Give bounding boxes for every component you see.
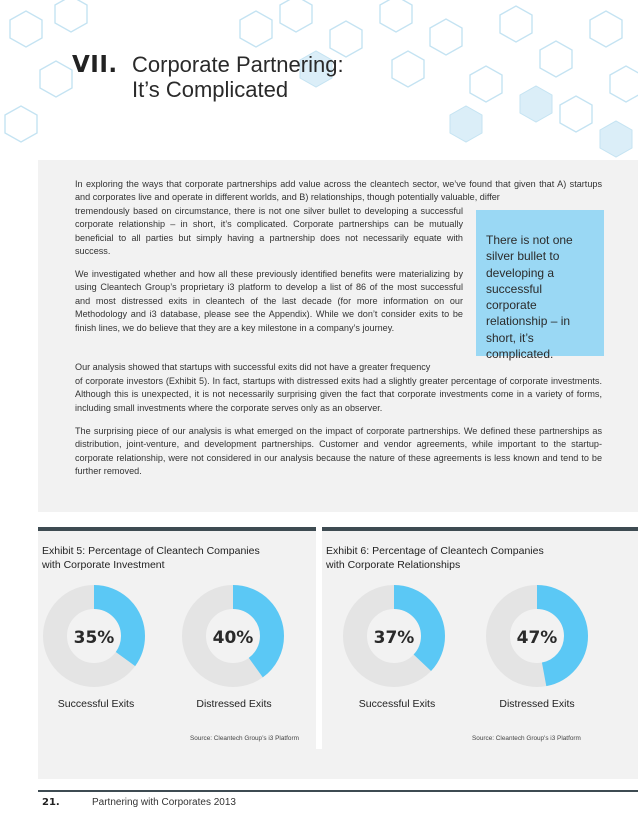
paragraph-4: The surprising piece of our analysis is what emerged on the impact of corporate partnerships. We defined these partnerships as distribution, joint-venture, and development partnerships. Customer and vendor agreements, while important to the startup-corporate relationship, were not considered in our analysis because the nature of these agreements is less known and tend to be further removed.	[75, 426, 602, 477]
donut-percent-label: 37%	[373, 628, 415, 648]
paragraph-1-continued: tremendously based on circumstance, there is not one silver bullet to developing a successful corporate relationship – in short, it’s complicated. Corporate partnerships can be mutually beneficial to all parties but simply having a partnership does not necessarily equate with success.	[75, 206, 463, 257]
paragraph-3-start: Our analysis showed that startups with successful exits did not have a greater frequency	[75, 362, 431, 372]
section-title-line2: It’s Complicated	[132, 77, 289, 102]
donut-percent-label: 47%	[516, 628, 558, 648]
exhibit-5-title-line1: Exhibit 5: Percentage of Cleantech Companies	[42, 545, 260, 557]
pull-quote-callout	[476, 210, 604, 362]
donut-percent-label: 35%	[73, 628, 115, 648]
bottom-panel	[38, 749, 638, 779]
donut-chart-exhibit6-successful	[342, 584, 446, 688]
exhibit-5-distressed-label: Distressed Exits	[196, 698, 272, 710]
exhibit-5-title	[42, 544, 260, 572]
exhibit-6-title	[326, 544, 544, 572]
page-number: 21.	[42, 797, 60, 808]
paragraph-2: We investigated whether and how all these previously identified benefits were materializing by using Cleantech Group’s proprietary i3 platform to develop a list of 86 of the most successful and most distressed exits in cleantech of the last decade (for more information on our Methodology and i3 database, please see the Appendix). While we don’t consider exits to be finish lines, we do believe that they are a key milestone in a company’s journey.	[75, 269, 463, 333]
donut-chart-exhibit5-successful	[42, 584, 146, 688]
footer-divider	[38, 790, 638, 792]
exhibit-6-successful-label: Successful Exits	[358, 698, 436, 710]
exhibit-6-source: Source: Cleantech Group's i3 Platform	[472, 735, 581, 742]
paragraph-3-continued: of corporate investors (Exhibit 5). In fact, startups with distressed exits had a slightly greater percentage of corporate investments. Although this is unexpected, it is not necessarily surprising given the fact that corporate investments come in a variety of forms, including small investments where the corporate serves only as an observer.	[75, 376, 602, 413]
donut-chart-exhibit6-distressed	[485, 584, 589, 688]
donut-percent-label: 40%	[212, 628, 254, 648]
section-title-line1: Corporate Partnering:	[132, 52, 344, 77]
section-title	[132, 52, 432, 102]
pull-quote-text: There is not one silver bullet to developing a successful corporate relationship – in short, it’s complicated.	[486, 233, 573, 362]
exhibit-5-successful-label: Successful Exits	[57, 698, 135, 710]
donut-chart-exhibit5-distressed	[181, 584, 285, 688]
exhibit-5-title-line2: with Corporate Investment	[42, 559, 165, 571]
exhibit-6-distressed-label: Distressed Exits	[499, 698, 575, 710]
exhibit-5-source: Source: Cleantech Group’s i3 Platform	[190, 735, 299, 742]
footer-publication-title: Partnering with Corporates 2013	[92, 797, 236, 808]
paragraph-1-intro: In exploring the ways that corporate partnerships add value across the cleantech sector, we’ve found that given that A) startups and corporates live and operate in different worlds, and B) relationships, though potentially valuable, differ	[75, 179, 602, 203]
exhibit-6-title-line1: Exhibit 6: Percentage of Cleantech Companies	[326, 545, 544, 557]
exhibit-6-title-line2: with Corporate Relationships	[326, 559, 461, 571]
section-number: VII.	[72, 52, 118, 78]
